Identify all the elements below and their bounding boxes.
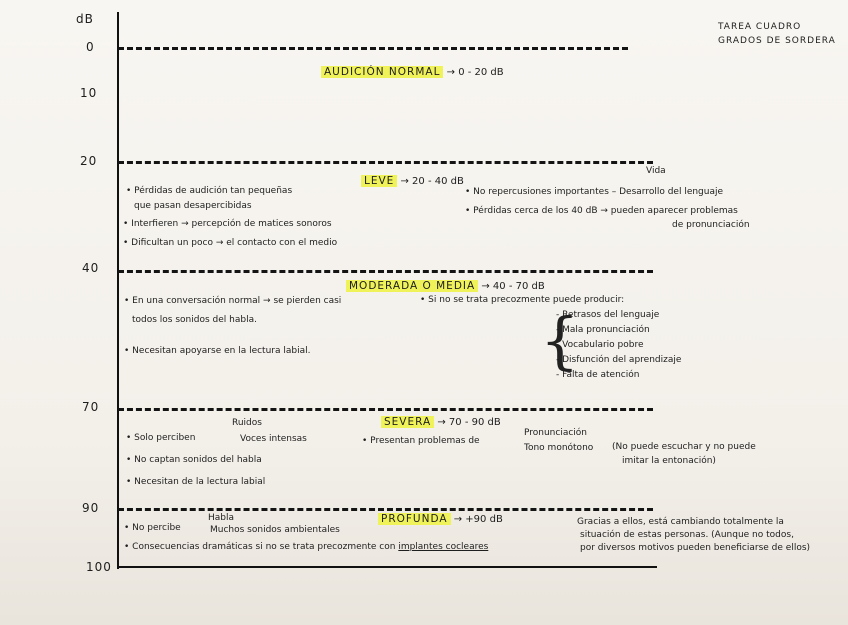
severa-item-2: • No captan sonidos del habla [126, 455, 262, 465]
separator-70db [118, 408, 653, 411]
profunda-right-3: por diversos motivos pueden beneficiarse de ellos) [580, 543, 811, 553]
profunda-title: PROFUNDA [378, 513, 451, 525]
severa-title: SEVERA [381, 416, 434, 428]
severa-ruidos: Ruidos [232, 418, 262, 428]
severa-voces: Voces intensas [240, 434, 307, 444]
leve-right-2b: de pronunciación [672, 220, 750, 230]
leve-item-1b: que pasan desapercibidas [134, 201, 252, 211]
leve-item-3: • Dificultan un poco → el contacto con el medio [123, 238, 338, 248]
moderada-heading [346, 280, 545, 292]
severa-item-1: • Solo perciben [126, 433, 196, 443]
severa-range: → 70 - 90 dB [437, 417, 501, 428]
moderada-list-5: - Falta de atención [556, 370, 640, 380]
leve-item-2: • Interfieren → percepción de matices sonoros [123, 219, 332, 229]
profunda-heading [378, 513, 503, 525]
profunda-right-1: Gracias a ellos, está cambiando totalmente la [577, 517, 784, 527]
moderada-brace: { [540, 304, 580, 377]
severa-note-2: imitar la entonación) [622, 456, 716, 466]
tick-20: 20 [80, 154, 98, 168]
leve-heading [361, 175, 464, 187]
leve-right-1: • No repercusiones importantes – Desarrollo del lenguaje [465, 187, 724, 197]
severa-item-3: • Necesitan de la lectura labial [126, 477, 266, 487]
leve-range: → 20 - 40 dB [400, 176, 464, 187]
tick-40: 40 [82, 261, 100, 275]
vertical-axis [117, 12, 119, 569]
moderada-item-1b: todos los sonidos del habla. [132, 315, 257, 325]
normal-heading [321, 66, 504, 78]
leve-right-2a: • Pérdidas cerca de los 40 dB → pueden aparecer problemas [465, 206, 738, 216]
leve-item-1a: • Pérdidas de audición tan pequeñas [126, 186, 293, 196]
severa-right-intro: • Presentan problemas de [362, 436, 480, 446]
profunda-sonidos: Muchos sonidos ambientales [210, 525, 340, 535]
profunda-right-2: situación de estas personas. (Aunque no todos, [580, 530, 794, 540]
profunda-item-2 [124, 542, 488, 552]
moderada-list-3: - Vocabulario pobre [556, 340, 644, 350]
severa-heading [381, 416, 501, 428]
normal-title: AUDICIÓN NORMAL [321, 66, 443, 78]
separator-90db [118, 508, 653, 511]
profunda-range: → +90 dB [453, 514, 503, 525]
tick-70: 70 [82, 400, 100, 414]
moderada-range: → 40 - 70 dB [481, 281, 545, 292]
bottom-axis-line [117, 566, 657, 568]
severa-pronunciacion: Pronunciación [524, 428, 588, 438]
separator-20db [118, 161, 653, 164]
tick-100: 100 [86, 560, 112, 574]
axis-unit-label: dB [76, 12, 94, 26]
tick-10: 10 [80, 86, 98, 100]
moderada-item-2: • Necesitan apoyarse en la lectura labial. [124, 346, 311, 356]
leve-vida: Vida [646, 166, 666, 176]
moderada-right-intro: • Si no se trata precozmente puede producir: [420, 295, 625, 305]
moderada-list-4: - Disfunción del aprendizaje [556, 355, 682, 365]
profunda-consecuencias: • Consecuencias dramáticas si no se trata precozmente con [124, 542, 396, 552]
moderada-item-1a: • En una conversación normal → se pierden casi [124, 296, 342, 306]
severa-note-1: (No puede escuchar y no puede [612, 442, 756, 452]
sheet-title-line-1: TAREA CUADRO [718, 22, 802, 32]
tick-90: 90 [82, 501, 100, 515]
profunda-habla: Habla [208, 513, 235, 523]
profunda-item-1: • No percibe [124, 523, 181, 533]
separator-40db [118, 270, 653, 273]
leve-title: LEVE [361, 175, 397, 187]
severa-tono: Tono monótono [524, 443, 594, 453]
normal-range: → 0 - 20 dB [446, 67, 504, 78]
moderada-title: MODERADA O MEDIA [346, 280, 478, 292]
profunda-implantes: implantes cocleares [398, 542, 489, 552]
separator-0db [118, 47, 628, 50]
tick-0: 0 [86, 40, 95, 54]
sheet-title-line-2: GRADOS DE SORDERA [718, 36, 836, 46]
moderada-list-2: - Mala pronunciación [556, 325, 650, 335]
moderada-list-1: - Retrasos del lenguaje [556, 310, 660, 320]
